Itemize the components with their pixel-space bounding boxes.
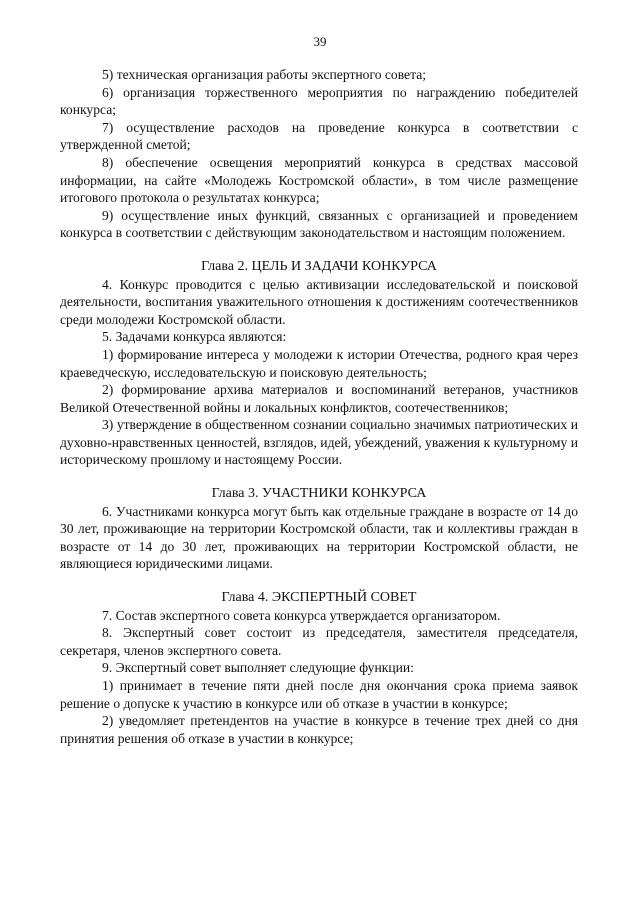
section-gap bbox=[60, 573, 578, 589]
paragraph: 3) утверждение в общественном сознании социально значимых патриотических и духовно-нравственных ценностей, взглядов, идей, убеждений, уважения к культурному и историческому прошлому и настоящему России. bbox=[60, 417, 578, 468]
document-body bbox=[60, 66, 578, 747]
paragraph: 2) формирование архива материалов и воспоминаний ветеранов, участников Великой Отечественной войны и локальных конфликтов, соотечественников; bbox=[60, 382, 578, 415]
paragraph: 5) техническая организация работы экспертного совета; bbox=[102, 67, 427, 82]
paragraph: 8) обеспечение освещения мероприятий конкурса в средствах массовой информации, на сайте «Молодежь Костромской области», в том числе размещение итогового протокола о результатах конкурса; bbox=[60, 154, 578, 206]
paragraph: 1) принимает в течение пяти дней после дня окончания срока приема заявок решение о допуске к участию в конкурсе или об отказе в участии в конкурсе; bbox=[60, 678, 578, 711]
paragraph: 6) организация торжественного мероприятия по награждению победителей конкурса; bbox=[60, 84, 578, 118]
paragraph: 5. Задачами конкурса являются: bbox=[102, 329, 287, 345]
paragraph: 1) формирование интереса у молодежи к истории Отечества, родного края через краеведческую, исследовательскую и поисковую деятельность; bbox=[60, 346, 578, 380]
paragraph: 8. Экспертный совет состоит из председателя, заместителя председателя, секретаря, членов экспертного совета. bbox=[60, 625, 578, 658]
paragraph: 2) уведомляет претендентов на участие в конкурсе в течение трех дней со дня принятия решения об отказе в участии в конкурсе; bbox=[60, 713, 578, 746]
page-number: 39 bbox=[313, 34, 327, 49]
section-gap bbox=[60, 242, 578, 258]
paragraph: 7. Состав экспертного совета конкурса утверждается организатором. bbox=[102, 607, 501, 623]
chapter-heading: Глава 2. ЦЕЛЬ И ЗАДАЧИ КОНКУРСА bbox=[201, 258, 437, 274]
paragraph: 7) осуществление расходов на проведение конкурса в соответствии с утвержденной сметой; bbox=[60, 119, 578, 153]
chapter-heading: Глава 4. ЭКСПЕРТНЫЙ СОВЕТ bbox=[221, 590, 417, 606]
section-gap bbox=[60, 469, 578, 485]
paragraph: 6. Участниками конкурса могут быть как отдельные граждане в возрасте от 14 до 30 лет, проживающие на территории Костромской области, так и коллективы граждан в возрасте от 14 до 30 лет, проживающих на территории Костромской области, не являющиеся юридическими лицами. bbox=[60, 503, 578, 572]
chapter-heading: Глава 3. УЧАСТНИКИ КОНКУРСА bbox=[211, 486, 427, 502]
paragraph: 9) осуществление иных функций, связанных с организацией и проведением конкурса в соответствии с действующим законодательством и настоящим положением. bbox=[60, 207, 578, 241]
paragraph: 9. Экспертный совет выполняет следующие функции: bbox=[102, 660, 414, 676]
paragraph: 4. Конкурс проводится с целью активизации исследовательской и поисковой деятельности, воспитания уважительного отношения к достижениям соотечественников среди молодежи Костромской области. bbox=[60, 276, 578, 327]
